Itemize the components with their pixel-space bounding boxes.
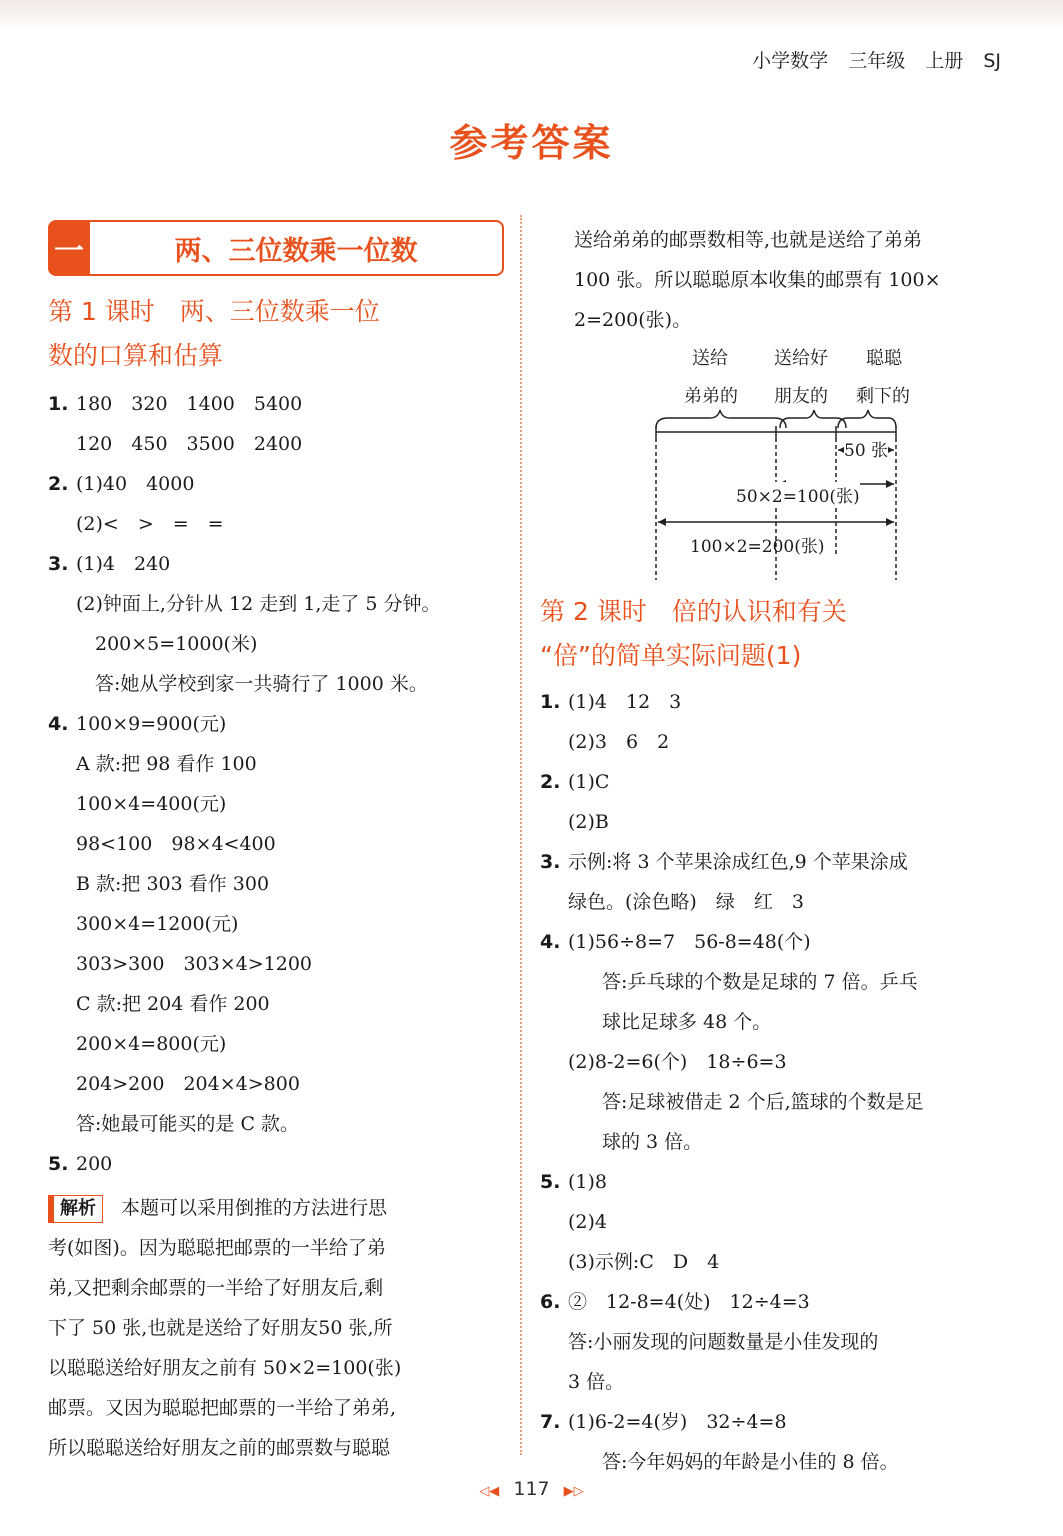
answer-text: 204>200 204×4>800 <box>76 1073 300 1095</box>
answer-text: 答:足球被借走 2 个后,篮球的个数是足 <box>602 1091 924 1113</box>
page-title: 参考答案 <box>449 121 614 165</box>
question-number: 6. <box>540 1291 561 1313</box>
answer-text: 200×5=1000(米) <box>76 633 258 655</box>
answer-line <box>48 1144 510 1184</box>
analysis-cont-line: 送给弟弟的邮票数相等,也就是送给了弟弟 <box>574 229 923 251</box>
answer-line <box>48 904 510 944</box>
question-number: 5. <box>540 1171 561 1193</box>
right-answers <box>540 682 1010 1482</box>
answer-text: B 款:把 303 看作 300 <box>76 873 270 895</box>
question-number: 4. <box>540 931 561 953</box>
analysis-line: 本题可以采用倒推的方法进行思 <box>121 1197 388 1219</box>
answer-line <box>48 424 510 464</box>
analysis-line: 弟,又把剩余邮票的一半给了好朋友后,剩 <box>48 1277 384 1299</box>
answer-text: 100×9=900(元) <box>76 713 227 735</box>
answer-text: 答:小丽发现的问题数量是小佳发现的 <box>568 1331 879 1353</box>
answer-text: (1)8 <box>568 1171 608 1193</box>
answer-text: (1)4 12 3 <box>568 691 682 713</box>
answer-line <box>540 682 1010 722</box>
unit-heading <box>48 220 504 276</box>
diagram-measure: 50×2=100(张) <box>736 482 860 507</box>
answer-text: 100×4=400(元) <box>76 793 227 815</box>
answer-text: (1)6-2=4(岁) 32÷4=8 <box>568 1411 787 1433</box>
answer-text: (3)示例:C D 4 <box>568 1251 720 1273</box>
top-band <box>0 0 1063 30</box>
answer-text: 答:她最可能买的是 C 款。 <box>76 1113 300 1135</box>
answer-text: 答:她从学校到家一共骑行了 1000 米。 <box>76 673 428 695</box>
answer-text: C 款:把 204 看作 200 <box>76 993 270 1015</box>
answer-line <box>540 882 1010 922</box>
answer-text: 答:今年妈妈的年龄是小佳的 8 倍。 <box>602 1451 899 1473</box>
answer-line <box>540 1362 1010 1402</box>
answer-line <box>540 1282 1010 1322</box>
stamp-diagram <box>540 340 1010 580</box>
answer-line <box>48 784 510 824</box>
analysis-cont-line: 100 张。所以聪聪原本收集的邮票有 100× <box>574 269 941 291</box>
analysis-line: 以聪聪送给好朋友之前有 50×2=100(张) <box>48 1357 402 1379</box>
answer-line <box>540 922 1010 962</box>
answer-line <box>48 384 510 424</box>
answer-text: (1)4 240 <box>76 553 171 575</box>
analysis-cont-line: 2=200(张)。 <box>574 309 692 331</box>
answer-text: (2)3 6 2 <box>568 731 670 753</box>
answer-line <box>540 1322 1010 1362</box>
answer-line <box>48 624 510 664</box>
diagram-measure: 50 张 <box>844 436 888 461</box>
question-number: 2. <box>540 771 561 793</box>
answer-text: 球比足球多 48 个。 <box>602 1011 772 1033</box>
answer-line <box>540 1162 1010 1202</box>
lesson-1-title <box>48 290 510 378</box>
question-number: 2. <box>48 473 69 495</box>
answer-line <box>48 664 510 704</box>
answer-text: (2)< > = = <box>76 513 224 535</box>
answer-line <box>48 584 510 624</box>
answer-line <box>540 1442 1010 1482</box>
analysis-tag: 解析 <box>48 1195 103 1223</box>
answer-line <box>48 504 510 544</box>
header-volume: 上册 <box>925 50 964 72</box>
diagram-measure: 100×2=200(张) <box>690 537 825 557</box>
answer-line <box>540 722 1010 762</box>
answer-line <box>540 802 1010 842</box>
answer-line <box>48 1104 510 1144</box>
question-number: 5. <box>48 1153 69 1175</box>
header-subject: 小学数学 <box>752 50 829 72</box>
answer-text: 3 倍。 <box>568 1371 625 1393</box>
lesson-2-line2: “倍”的简单实际问题(1) <box>540 641 802 670</box>
answer-line <box>540 1002 1010 1042</box>
question-number: 3. <box>48 553 69 575</box>
analysis-line: 考(如图)。因为聪聪把邮票的一半给了弟 <box>48 1237 386 1259</box>
column-divider <box>520 215 522 1455</box>
diagram-label: 剩下的 <box>856 386 910 407</box>
answer-text: 120 450 3500 2400 <box>76 433 303 455</box>
analysis-line: 邮票。又因为聪聪把邮票的一半给了弟弟, <box>48 1397 397 1419</box>
page-header <box>738 46 1001 73</box>
answer-line <box>540 1202 1010 1242</box>
answer-text: ② 12-8=4(处) 12÷4=3 <box>568 1291 810 1313</box>
right-column <box>540 220 1010 1482</box>
answer-text: 球的 3 倍。 <box>602 1131 703 1153</box>
answer-line <box>48 984 510 1024</box>
answer-text: (2)8-2=6(个) 18÷6=3 <box>568 1051 787 1073</box>
answer-text: 答:乒乓球的个数是足球的 7 倍。乒乓 <box>602 971 918 993</box>
answer-line <box>48 1024 510 1064</box>
answer-line <box>48 544 510 584</box>
question-number: 3. <box>540 851 561 873</box>
left-column <box>48 220 510 1468</box>
answer-text: 180 320 1400 5400 <box>76 393 303 415</box>
page-footer <box>0 1478 1063 1500</box>
answer-text: 200×4=800(元) <box>76 1033 227 1055</box>
analysis-first-line <box>48 1188 510 1228</box>
prev-arrows-icon: ◁◀ <box>479 1484 500 1499</box>
answer-text: (1)40 4000 <box>76 473 195 495</box>
brace-left <box>838 410 896 428</box>
question-number: 7. <box>540 1411 561 1433</box>
answer-text: (1)56÷8=7 56-8=48(个) <box>568 931 811 953</box>
answer-line <box>540 1402 1010 1442</box>
answer-text: (2)4 <box>568 1211 608 1233</box>
analysis-line: 所以聪聪送给好朋友之前的邮票数与聪聪 <box>48 1437 391 1459</box>
diagram-label: 朋友的 <box>774 386 828 407</box>
answer-text: 300×4=1200(元) <box>76 913 239 935</box>
next-arrows-icon: ▶▷ <box>563 1484 584 1499</box>
lesson-2-line1: 第 2 课时 倍的认识和有关 <box>540 597 847 626</box>
analysis-line: 下了 50 张,也就是送给了好朋友50 张,所 <box>48 1317 393 1339</box>
answer-text: 98<100 98×4<400 <box>76 833 276 855</box>
answer-line <box>48 824 510 864</box>
answer-text: (2)钟面上,分针从 12 走到 1,走了 5 分钟。 <box>76 593 441 615</box>
answer-text: (1)C <box>568 771 610 793</box>
answer-text: 200 <box>76 1153 113 1175</box>
diagram-label: 聪聪 <box>866 348 902 369</box>
answer-line <box>540 1082 1010 1122</box>
question-number: 1. <box>540 691 561 713</box>
answer-text: 示例:将 3 个苹果涂成红色,9 个苹果涂成 <box>568 851 908 873</box>
diagram-label: 弟弟的 <box>684 386 738 407</box>
answer-line <box>48 744 510 784</box>
answer-text: 绿色。(涂色略) 绿 红 3 <box>568 891 804 913</box>
answer-line <box>48 704 510 744</box>
lesson-1-line2: 数的口算和估算 <box>48 341 224 370</box>
question-number: 1. <box>48 393 69 415</box>
answer-line <box>540 1242 1010 1282</box>
lesson-1-line1: 第 1 课时 两、三位数乘一位 <box>48 297 380 326</box>
diagram-label: 送给好 <box>774 348 828 369</box>
unit-number: 一 <box>48 222 90 274</box>
brace-brother <box>656 410 786 428</box>
answer-line <box>540 842 1010 882</box>
unit-title: 两、三位数乘一位数 <box>174 235 418 267</box>
left-answers <box>48 384 510 1184</box>
answer-line <box>48 1064 510 1104</box>
question-number: 4. <box>48 713 69 735</box>
answer-text: (2)B <box>568 811 609 833</box>
answer-line <box>48 464 510 504</box>
lesson-2-title <box>540 590 1010 678</box>
brace-friend <box>780 410 846 428</box>
answer-line <box>540 1042 1010 1082</box>
answer-text: A 款:把 98 看作 100 <box>76 753 257 775</box>
answer-line <box>540 1122 1010 1162</box>
header-edition: SJ <box>983 50 1001 72</box>
answer-line <box>540 962 1010 1002</box>
header-grade: 三年级 <box>848 50 906 72</box>
answer-line <box>48 944 510 984</box>
page-number: 117 <box>513 1478 550 1500</box>
answer-line <box>48 864 510 904</box>
answer-text: 303>300 303×4>1200 <box>76 953 312 975</box>
answer-line <box>540 762 1010 802</box>
diagram-label: 送给 <box>692 348 728 369</box>
